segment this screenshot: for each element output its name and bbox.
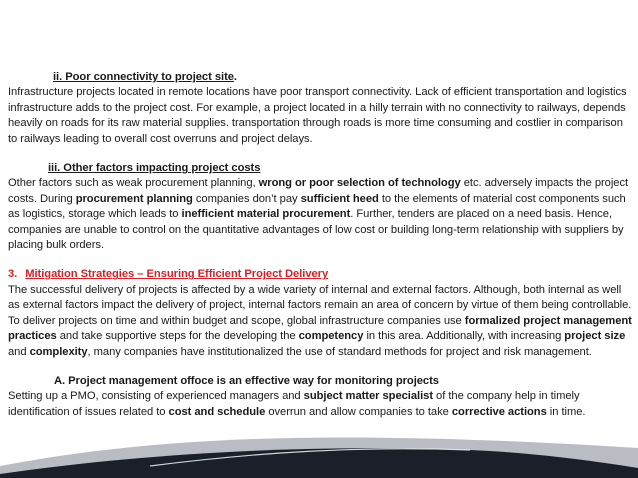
heading-other-factors-text: iii. Other factors impacting project costs <box>48 162 261 175</box>
text-run: to the elements of material cost components such as logistics, storage which leads to <box>8 192 626 221</box>
bold-run: inefficient material procurement <box>181 208 351 221</box>
bold-run: corrective actions <box>451 405 547 418</box>
text-run: . Further, tenders are placed on a need basis. Hence, companies are unable to control on the quantitative advantages of low cost or building long-term relationship with suppliers by placing bulk orders. <box>8 208 624 252</box>
heading-mitigation-text: Mitigation Strategies – Ensuring Efficient Project Delivery <box>25 268 329 281</box>
bold-run: subject matter specialist <box>303 390 433 403</box>
paragraph-pmo <box>8 389 632 420</box>
heading-other-factors <box>8 161 632 176</box>
heading-poor-connectivity-text: ii. Poor connectivity to project site <box>53 71 234 83</box>
bold-run: formalized project management practices <box>8 314 632 343</box>
text-run: etc. adversely impacts the project costs. During <box>8 177 629 205</box>
bold-run: complexity <box>29 345 88 358</box>
text-run: Setting up a PMO, consisting of experienced managers and <box>8 390 304 403</box>
heading-mitigation-strategies <box>8 267 632 282</box>
text-run: in time. <box>546 405 586 418</box>
text-run: and take supportive steps for the developing the <box>56 330 299 343</box>
text-run: , many companies have institutionalized the use of standard methods for project and risk management. <box>87 345 592 358</box>
text-run: The successful delivery of projects is affected by a wide variety of internal and external factors. Although, both internal as well as external factors impact the delivery of project, internal factors remain an area of concern by virtue of them being controllable. To deliver projects on time and within budget and scope, global infrastructure companies use <box>8 283 632 327</box>
text-run: in this area. Additionally, with increasing <box>363 330 565 343</box>
bold-run: procurement planning <box>75 192 193 205</box>
heading-poor-connectivity-suffix: . <box>233 71 237 83</box>
bold-run: project size <box>564 330 626 343</box>
heading-number: 3. <box>8 268 18 281</box>
text-run: Other factors such as weak procurement planning, <box>8 177 259 190</box>
paragraph-other-factors <box>8 176 632 253</box>
decorative-swoosh <box>0 428 638 478</box>
bold-run: wrong or poor selection of technology <box>258 177 461 190</box>
slide-content <box>8 70 632 420</box>
text-run: overrun and allow companies to take <box>265 405 452 418</box>
bold-run: competency <box>298 330 364 343</box>
text-run: and <box>8 345 30 358</box>
text-run: companies don’t pay <box>192 192 301 205</box>
paragraph-poor-connectivity: Infrastructure projects located in remote locations have poor transport connectivity. Lack of efficient transportation and logistics infrastructure adds to the project cost. For example, a project located in a hilly terrain with no connectivity to railways, depends heavily on roads for its raw material supplies. transportation through roads is more time consuming and costlier in comparison to railways leading to overall cost overruns and project delays. <box>8 86 627 145</box>
paragraph-mitigation <box>8 283 632 360</box>
bold-run: sufficient heed <box>300 192 379 205</box>
heading-poor-connectivity <box>8 70 632 85</box>
heading-pmo: A. Project management offoce is an effective way for monitoring projects <box>54 374 439 387</box>
text-run: of the company help in timely identification of issues related to <box>8 390 580 418</box>
bold-run: cost and schedule <box>168 405 266 418</box>
